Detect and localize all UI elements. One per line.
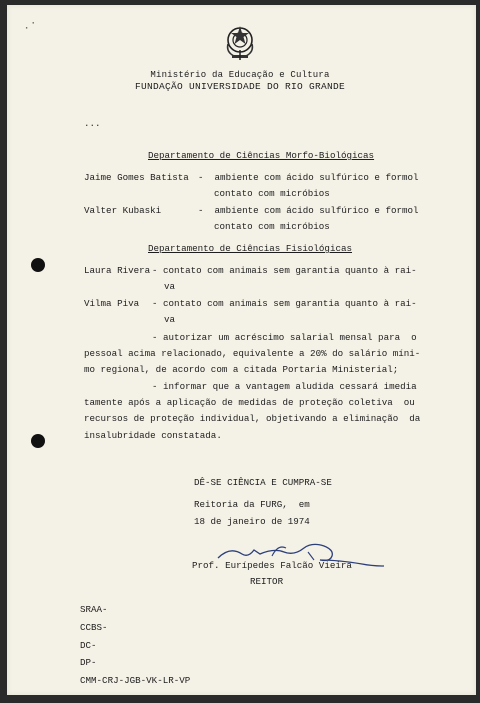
exposure-text: va: [164, 314, 176, 325]
resolution-text: insalubridade constatada.: [84, 430, 222, 441]
distribution-item: DP-: [80, 657, 97, 668]
exposure-text: - contato com animais sem garantia quanto à rai-: [152, 298, 417, 309]
closing-date: 18 de janeiro de 1974: [194, 516, 310, 527]
exposure-text: - ambiente com ácido sulfúrico e formol: [198, 205, 419, 216]
ellipsis-mark: ...: [84, 118, 101, 129]
closing-formula: DÊ-SE CIÊNCIA E CUMPRA-SE: [194, 477, 332, 488]
institution-name: FUNDAÇÃO UNIVERSIDADE DO RIO GRANDE: [134, 81, 346, 92]
exposure-text: - contato com animais sem garantia quanto à rai-: [152, 265, 417, 276]
ministry-name: Ministério da Educação e Cultura: [150, 70, 330, 80]
person-name: Jaime Gomes Batista: [84, 172, 189, 183]
distribution-item: SRAA-: [80, 604, 108, 615]
person-name: Vilma Piva: [84, 298, 140, 309]
exposure-text: va: [164, 281, 176, 292]
department-heading: Departamento de Ciências Morfo-Biológicas: [148, 150, 375, 161]
person-name: Laura Rivera: [84, 265, 151, 276]
exposure-text: - ambiente com ácido sulfúrico e formol: [198, 172, 419, 183]
distribution-item: CMM-CRJ-JGB-VK-LR-VP: [80, 675, 191, 686]
exposure-text: contato com micróbios: [214, 221, 330, 232]
person-name: Valter Kubaski: [84, 205, 162, 216]
resolution-text: - autorizar um acréscimo salarial mensal para o: [152, 332, 417, 343]
punch-hole: [31, 258, 45, 272]
coat-of-arms-icon: [220, 22, 260, 62]
page-mark: ⠠⠈: [22, 22, 36, 32]
exposure-text: contato com micróbios: [214, 188, 330, 199]
department-heading: Departamento de Ciências Fisiológicas: [148, 243, 352, 254]
distribution-item: DC-: [80, 640, 97, 651]
punch-hole: [31, 434, 45, 448]
resolution-text: recursos de proteção individual, objetivando a eliminação da: [84, 413, 421, 424]
resolution-text: pessoal acima relacionado, equivalente a 20% do salário míni-: [84, 348, 421, 359]
signatory-name: Prof. Eurípedes Falcão Vieira: [192, 560, 352, 571]
resolution-text: mo regional, de acordo com a citada Portaria Ministerial;: [84, 364, 399, 375]
resolution-text: - informar que a vantagem aludida cessará imedia: [152, 381, 417, 392]
distribution-item: CCBS-: [80, 622, 108, 633]
closing-place: Reitoria da FURG, em: [194, 499, 310, 510]
resolution-text: tamente após a aplicação de medidas de proteção coletiva ou: [84, 397, 415, 408]
signatory-title: REITOR: [250, 576, 284, 587]
